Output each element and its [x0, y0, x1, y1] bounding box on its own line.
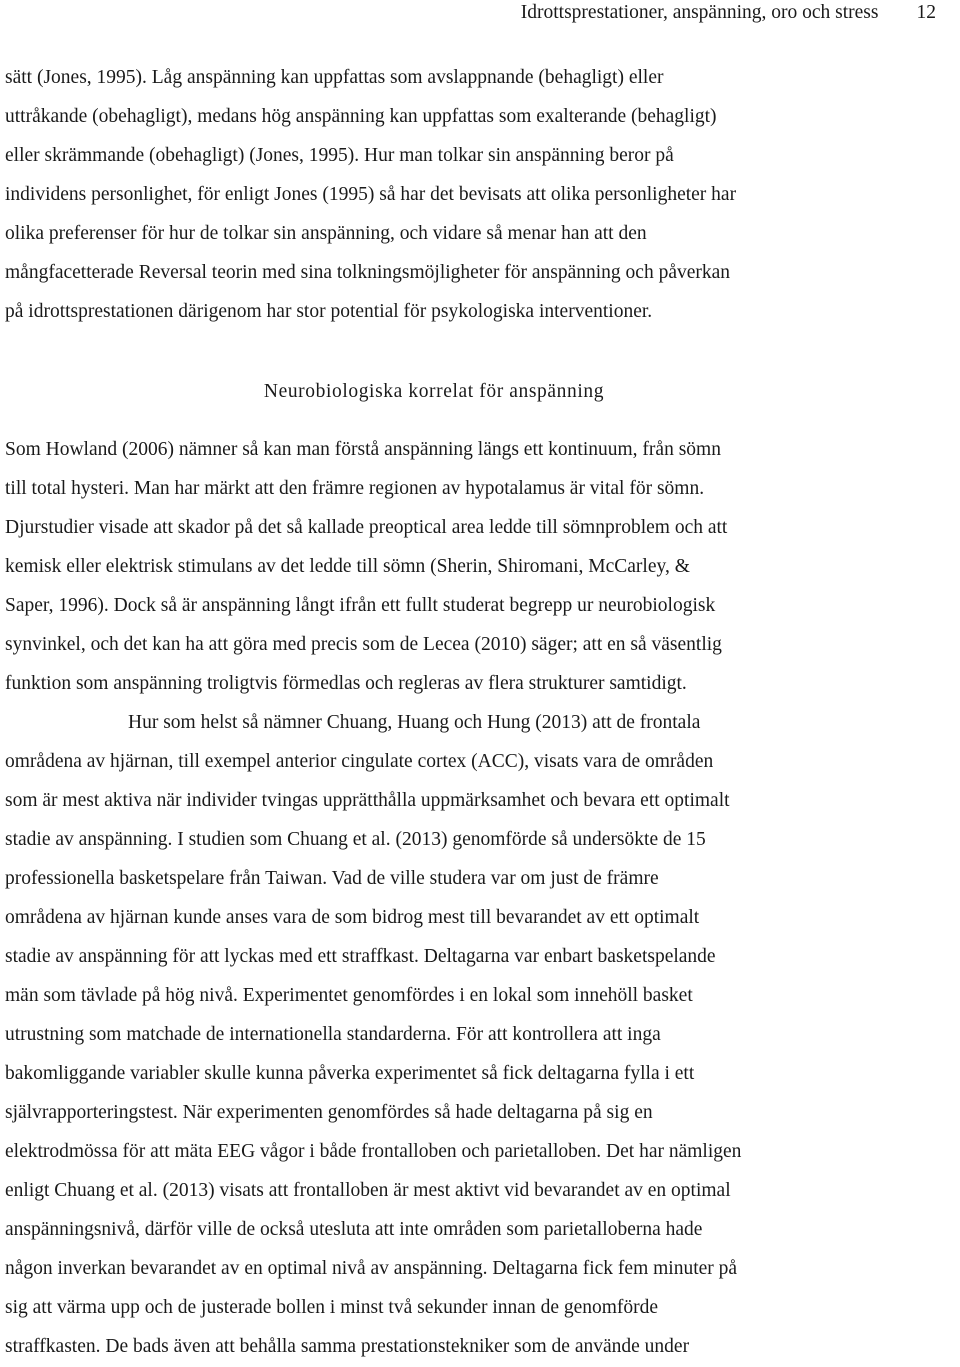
- text-line: olika preferenser för hur de tolkar sin anspänning, och vidare så menar han att den: [5, 223, 647, 244]
- text-line: individens personlighet, för enligt Jones (1995) så har det bevisats att olika personligheter har: [5, 184, 737, 205]
- text-line: elektrodmössa för att mäta EEG vågor i både frontalloben och parietalloben. Det har nämligen: [5, 1141, 742, 1162]
- text-line: professionella basketspelare från Taiwan. Vad de ville studera var om just de främre: [5, 868, 659, 889]
- text-line: sig att värma upp och de justerade bollen i minst två sekunder innan de genomförde: [5, 1297, 659, 1318]
- text-line: någon inverkan bevarandet av en optimal nivå av anspänning. Deltagarna fick fem minuter på: [5, 1258, 738, 1279]
- text-line: synvinkel, och det kan ha att göra med precis som de Lecea (2010) säger; att en så väsentlig: [5, 634, 722, 655]
- text-line: på idrottsprestationen därigenom har stor potential för psykologiska interventioner.: [5, 301, 653, 322]
- text-line: Djurstudier visade att skador på det så kallade preoptical area ledde till sömnproblem och att: [5, 517, 728, 538]
- text-line: stadie av anspänning. I studien som Chuang et al. (2013) genomförde så undersökte de 15: [5, 829, 706, 850]
- text-line: områdena av hjärnan, till exempel anterior cingulate cortex (ACC), visats vara de områden: [5, 751, 714, 772]
- text-line: Som Howland (2006) nämner så kan man förstå anspänning längs ett kontinuum, från sömn: [5, 439, 721, 460]
- text-line: mångfacetterade Reversal teorin med sina tolkningsmöjligheter för anspänning och påverkan: [5, 262, 731, 283]
- text-line: enligt Chuang et al. (2013) visats att frontalloben är mest aktivt vid bevarandet av en optimal: [5, 1180, 731, 1201]
- text-line: män som tävlade på hög nivå. Experimentet genomfördes i en lokal som innehöll basket: [5, 985, 693, 1006]
- text-line: självrapporteringstest. När experimenten genomfördes så hade deltagarna på sig en: [5, 1102, 653, 1123]
- text-line: utrustning som matchade de internationella standarderna. För att kontrollera att inga: [5, 1024, 661, 1045]
- text-line: anspänningsnivå, därför ville de också utesluta att inte områden som parietalloberna hade: [5, 1219, 703, 1240]
- running-title: Idrottsprestationer, anspänning, oro och stress: [520, 2, 879, 23]
- text-line: stadie av anspänning för att lyckas med ett straffkast. Deltagarna var enbart basketspelande: [5, 946, 716, 967]
- text-line: till total hysteri. Man har märkt att den främre regionen av hypotalamus är vital för sömn.: [5, 478, 705, 499]
- text-line: kemisk eller elektrisk stimulans av det ledde till sömn (Sherin, Shiromani, McCarley, &: [5, 556, 690, 577]
- text-line: straffkasten. De bads även att behålla samma prestationstekniker som de använde under: [5, 1336, 690, 1357]
- paragraph-first-line: Hur som helst så nämner Chuang, Huang och Hung (2013) att de frontala: [128, 712, 701, 733]
- running-header: [521, 2, 936, 24]
- text-line: som är mest aktiva när individer tvingas upprätthålla uppmärksamhet och bevara ett optimalt: [5, 790, 730, 811]
- section-heading: Neurobiologiska korrelat för anspänning: [263, 381, 605, 402]
- page-number: 12: [916, 2, 936, 23]
- text-line: sätt (Jones, 1995). Låg anspänning kan uppfattas som avslappnande (behagligt) eller: [5, 67, 664, 88]
- text-line: områdena av hjärnan kunde anses vara de som bidrog mest till bevarandet av ett optimalt: [5, 907, 700, 928]
- text-line: funktion som anspänning troligtvis förmedlas och regleras av flera strukturer samtidigt.: [5, 673, 687, 694]
- text-line: Saper, 1996). Dock så är anspänning långt ifrån ett fullt studerat begrepp ur neurobiologisk: [5, 595, 716, 616]
- text-line: eller skrämmande (obehagligt) (Jones, 1995). Hur man tolkar sin anspänning beror på: [5, 145, 674, 166]
- text-line: uttråkande (obehagligt), medans hög anspänning kan uppfattas som exalterande (behagligt): [5, 106, 717, 127]
- text-line: bakomliggande variabler skulle kunna påverka experimentet så fick deltagarna fylla i ett: [5, 1063, 695, 1084]
